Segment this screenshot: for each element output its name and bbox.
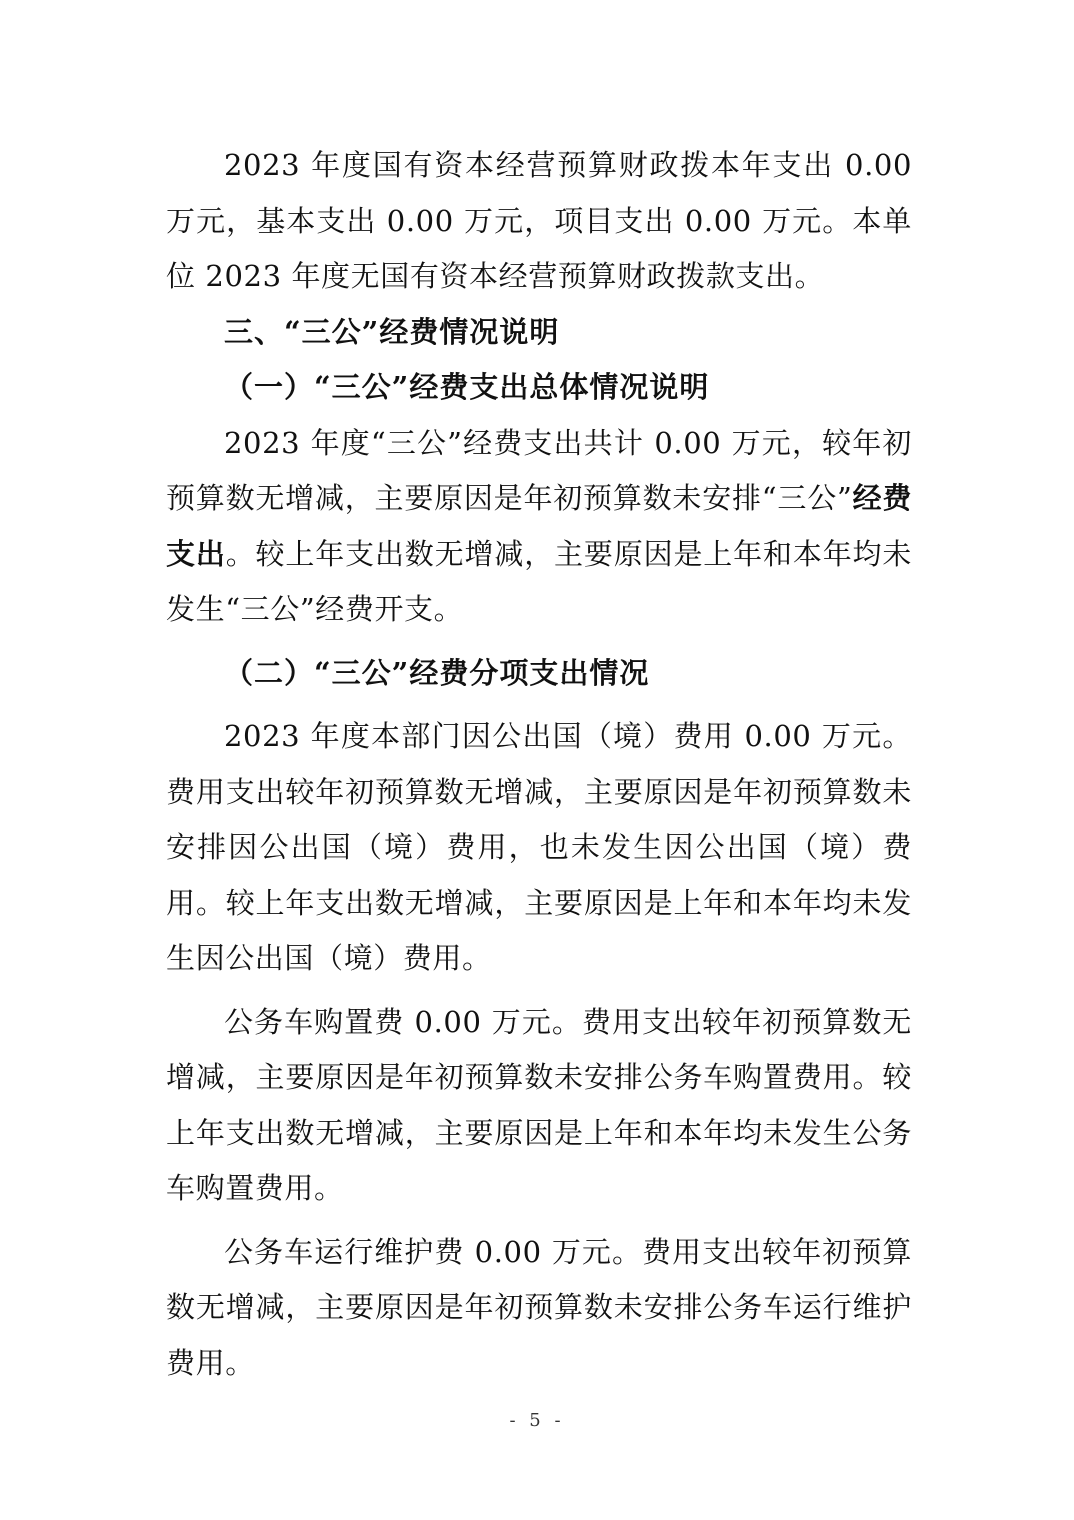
document-body [166,138,912,1391]
paragraph-overall-text-1: 2023 年度“三公”经费支出共计 0.00 万元，较年初预算数无增减，主要原因是年初预算数未安排“三公” [166,425,912,515]
section-heading-three-public-expenses: 三、“三公”经费情况说明 [224,314,560,349]
paragraph-vehicle-purchase: 公务车购置费 0.00 万元。费用支出较年初预算数无增减，主要原因是年初预算数未安排公务车购置费用。较上年支出数无增减，主要原因是上年和本年均未发生公务车购置费用。 [166,1004,912,1205]
paragraph-vehicle-maintenance: 公务车运行维护费 0.00 万元。费用支出较年初预算数无增减，主要原因是年初预算数未安排公务车运行维护费用。 [166,1234,912,1380]
subsection-heading-overall: （一）“三公”经费支出总体情况说明 [224,370,710,404]
page-number: - 5 - [509,1410,565,1431]
paragraph-overall-bold-text: 经费支出 [166,481,913,571]
paragraph-overall-text-2: 。较上年支出数无增减，主要原因是上年和本年均未发生“三公”经费开支。 [166,536,912,626]
paragraph-overseas-travel: 2023 年度本部门因公出国（境）费用 0.00 万元。费用支出较年初预算数无增减，主要原因是年初预算数未安排因公出国（境）费用，也未发生因公出国（境）费用。较上年支出数无增减，主要原因是上年和本年均未发生因公出国（境）费用。 [166,719,912,975]
paragraph-overall-expenses [166,416,912,638]
paragraph-state-capital-budget: 2023 年度国有资本经营预算财政拨本年支出 0.00 万元，基本支出 0.00 万元，项目支出 0.00 万元。本单位 2023 年度无国有资本经营预算财政拨款支出。 [166,148,912,293]
subsection-heading-itemized: （二）“三公”经费分项支出情况 [224,655,650,690]
